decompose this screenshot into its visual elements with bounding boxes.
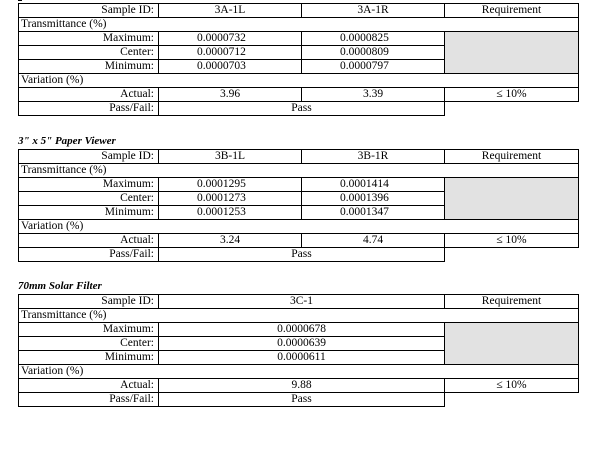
- maximum-left-value: 0.0001295: [159, 178, 302, 192]
- minimum-right-value: 0.0001347: [302, 206, 445, 220]
- center-label: Center:: [19, 192, 159, 206]
- minimum-right-value: 0.0000797: [302, 60, 445, 74]
- table-row: [19, 60, 579, 74]
- pass-fail-value: Pass: [159, 248, 445, 262]
- pass-fail-label: Pass/Fail:: [19, 102, 159, 116]
- results-table-3c: [18, 294, 579, 407]
- table-row: [19, 4, 579, 18]
- pass-fail-value: Pass: [159, 393, 445, 407]
- minimum-left-value: 0.0000703: [159, 60, 302, 74]
- blank-cell: [445, 309, 579, 323]
- maximum-left-value: 0.0000732: [159, 32, 302, 46]
- requirement-header: Requirement: [445, 4, 579, 18]
- requirement-gray-cell: [445, 46, 579, 60]
- requirement-header: Requirement: [445, 150, 579, 164]
- table-row: [19, 365, 579, 379]
- table-row: [19, 206, 579, 220]
- requirement-gray-cell: [445, 178, 579, 192]
- requirement-gray-cell: [445, 60, 579, 74]
- requirement-value: ≤ 10%: [445, 379, 579, 393]
- table-row: [19, 192, 579, 206]
- table-row: [19, 32, 579, 46]
- minimum-label: Minimum:: [19, 206, 159, 220]
- variation-label: Variation (%): [19, 220, 445, 234]
- variation-label: Variation (%): [19, 74, 445, 88]
- table-row: [19, 164, 579, 178]
- table-row: [19, 337, 579, 351]
- blank-cell: [445, 164, 579, 178]
- blank-cell: [445, 220, 579, 234]
- pass-fail-label: Pass/Fail:: [19, 248, 159, 262]
- section-title-solar-filter: 70mm Solar Filter: [18, 280, 102, 292]
- results-table-3a: [18, 3, 579, 116]
- requirement-gray-cell: [445, 32, 579, 46]
- blank-cell: [445, 393, 579, 407]
- center-right-value: 0.0000809: [302, 46, 445, 60]
- actual-left-value: 3.24: [159, 234, 302, 248]
- maximum-value: 0.0000678: [159, 323, 445, 337]
- sample-id-right: 3A-1R: [302, 4, 445, 18]
- sample-id-right: 3B-1R: [302, 150, 445, 164]
- actual-right-value: 3.39: [302, 88, 445, 102]
- center-label: Center:: [19, 337, 159, 351]
- requirement-header: Requirement: [445, 295, 579, 309]
- table-row: [19, 351, 579, 365]
- table-row: [19, 309, 579, 323]
- table-row: [19, 102, 579, 116]
- table-row: [19, 220, 579, 234]
- table-row: [19, 150, 579, 164]
- table-row: [19, 88, 579, 102]
- minimum-label: Minimum:: [19, 351, 159, 365]
- results-table-3b: [18, 149, 579, 262]
- blank-cell: [445, 102, 579, 116]
- requirement-value: ≤ 10%: [445, 88, 579, 102]
- blank-cell: [445, 18, 579, 32]
- blank-cell: [445, 365, 579, 379]
- sample-id-label: Sample ID:: [19, 150, 159, 164]
- maximum-label: Maximum:: [19, 32, 159, 46]
- transmittance-label: Transmittance (%): [19, 18, 445, 32]
- sample-id-label: Sample ID:: [19, 295, 159, 309]
- table-row: [19, 234, 579, 248]
- table-row: [19, 323, 579, 337]
- requirement-gray-cell: [445, 351, 579, 365]
- actual-label: Actual:: [19, 234, 159, 248]
- actual-label: Actual:: [19, 88, 159, 102]
- center-value: 0.0000639: [159, 337, 445, 351]
- sample-id-value: 3C-1: [159, 295, 445, 309]
- maximum-right-value: 0.0000825: [302, 32, 445, 46]
- maximum-label: Maximum:: [19, 178, 159, 192]
- table-row: [19, 248, 579, 262]
- variation-label: Variation (%): [19, 365, 445, 379]
- requirement-value: ≤ 10%: [445, 234, 579, 248]
- table-row: [19, 393, 579, 407]
- table-row: [19, 18, 579, 32]
- minimum-label: Minimum:: [19, 60, 159, 74]
- sample-id-label: Sample ID:: [19, 4, 159, 18]
- minimum-value: 0.0000611: [159, 351, 445, 365]
- requirement-gray-cell: [445, 192, 579, 206]
- center-label: Center:: [19, 46, 159, 60]
- table-row: [19, 379, 579, 393]
- actual-label: Actual:: [19, 379, 159, 393]
- sample-id-left: 3A-1L: [159, 4, 302, 18]
- requirement-gray-cell: [445, 206, 579, 220]
- table-row: [19, 178, 579, 192]
- minimum-left-value: 0.0001253: [159, 206, 302, 220]
- center-left-value: 0.0001273: [159, 192, 302, 206]
- maximum-label: Maximum:: [19, 323, 159, 337]
- requirement-gray-cell: [445, 323, 579, 337]
- blank-cell: [445, 248, 579, 262]
- pass-fail-label: Pass/Fail:: [19, 393, 159, 407]
- sample-id-left: 3B-1L: [159, 150, 302, 164]
- actual-value: 9.88: [159, 379, 445, 393]
- requirement-gray-cell: [445, 337, 579, 351]
- blank-cell: [445, 74, 579, 88]
- table-row: [19, 295, 579, 309]
- center-left-value: 0.0000712: [159, 46, 302, 60]
- transmittance-label: Transmittance (%): [19, 164, 445, 178]
- center-right-value: 0.0001396: [302, 192, 445, 206]
- table-row: [19, 46, 579, 60]
- transmittance-label: Transmittance (%): [19, 309, 445, 323]
- actual-left-value: 3.96: [159, 88, 302, 102]
- section-title-paper-viewer: 3" x 5" Paper Viewer: [18, 135, 116, 147]
- maximum-right-value: 0.0001414: [302, 178, 445, 192]
- pass-fail-value: Pass: [159, 102, 445, 116]
- actual-right-value: 4.74: [302, 234, 445, 248]
- table-row: [19, 74, 579, 88]
